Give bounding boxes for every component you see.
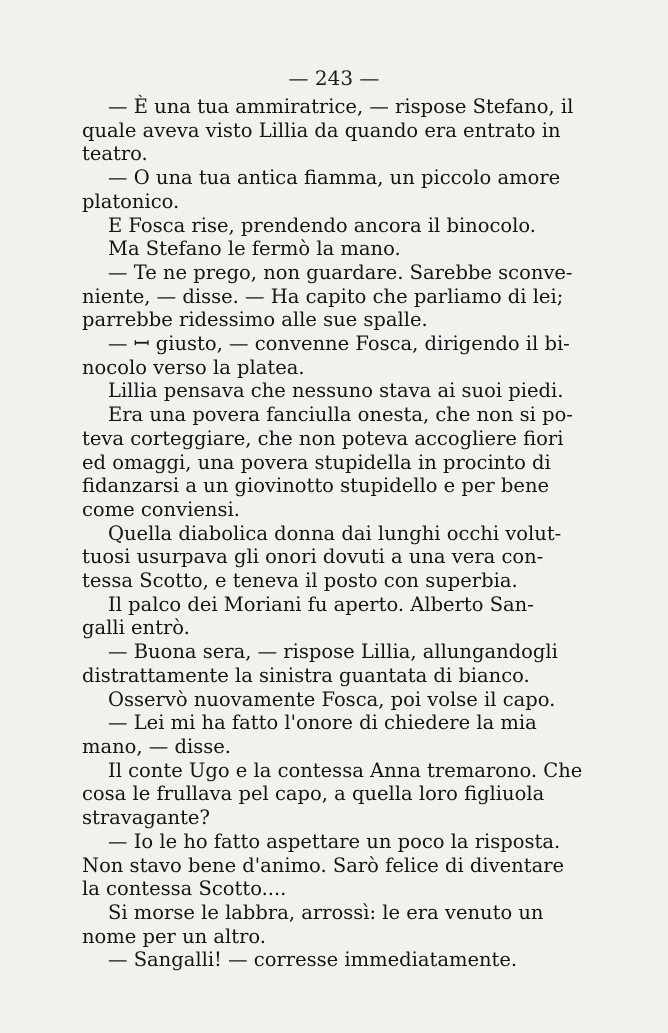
paragraph-9: Quella diabolica donna dai lunghi occhi volut- tuosi usurpava gli onori dovuti a una vera con- tessa Scotto, e teneva il posto con superbia. xyxy=(82,521,562,593)
paragraph-10: Il palco dei Moriani fu aperto. Alberto San- galli entrò. xyxy=(82,592,534,640)
paragraph-15: — Io le ho fatto aspettare un poco la risposta. Non stavo bene d'animo. Sarò felice di diventare la contessa Scotto.... xyxy=(82,829,565,901)
paragraph-4: Ma Stefano le fermò la mano. xyxy=(108,237,401,261)
paragraph-8: Era una povera fanciulla onesta, che non si po- teva corteggiare, che non poteva accogliere fiori ed omaggi, una povera stupidella in procinto di fidanzarsi a un giovinotto stupidello e per bene come conviensi. xyxy=(82,403,573,521)
paragraph-3: E Fosca rise, prendendo ancora il binocolo. xyxy=(108,213,536,237)
paragraph-6: — ꟷ giusto, — convenne Fosca, dirigendo il bi- nocolo verso la platea. xyxy=(82,332,570,379)
paragraph-5: — Te ne prego, non guardare. Sarebbe sconve- niente, — disse. — Ha capito che parliamo di lei; parrebbe ridessimo alle sue spalle. xyxy=(82,260,573,332)
page-number: — 243 — xyxy=(288,66,380,90)
paragraph-1: — È una tua ammiratrice, — rispose Stefano, il quale aveva visto Lillia da quando era entrato in teatro. xyxy=(82,95,574,166)
paragraph-14: Il conte Ugo e la contessa Anna tremarono. Che cosa le frullava pel capo, a quella loro figliuola stravagante? xyxy=(82,758,583,830)
paragraph-13: — Lei mi ha fatto l'onore di chiedere la mia mano, — disse. xyxy=(82,711,537,758)
body-text xyxy=(82,95,598,972)
paragraph-16: Si morse le labbra, arrossì: le era venuto un nome per un altro. xyxy=(82,900,544,948)
paragraph-7: Lillia pensava che nessuno stava ai suoi piedi. xyxy=(108,379,564,403)
paragraph-12: Osservò nuovamente Fosca, poi volse il capo. xyxy=(108,687,556,711)
paragraph-17: — Sangalli! — corresse immediatamente. xyxy=(108,948,518,972)
paragraph-2: — O una tua antica fiamma, un piccolo amore platonico. xyxy=(82,166,561,213)
paragraph-11: — Buona sera, — rispose Lillia, allungandogli distrattamente la sinistra guantata di bianco. xyxy=(82,640,558,687)
